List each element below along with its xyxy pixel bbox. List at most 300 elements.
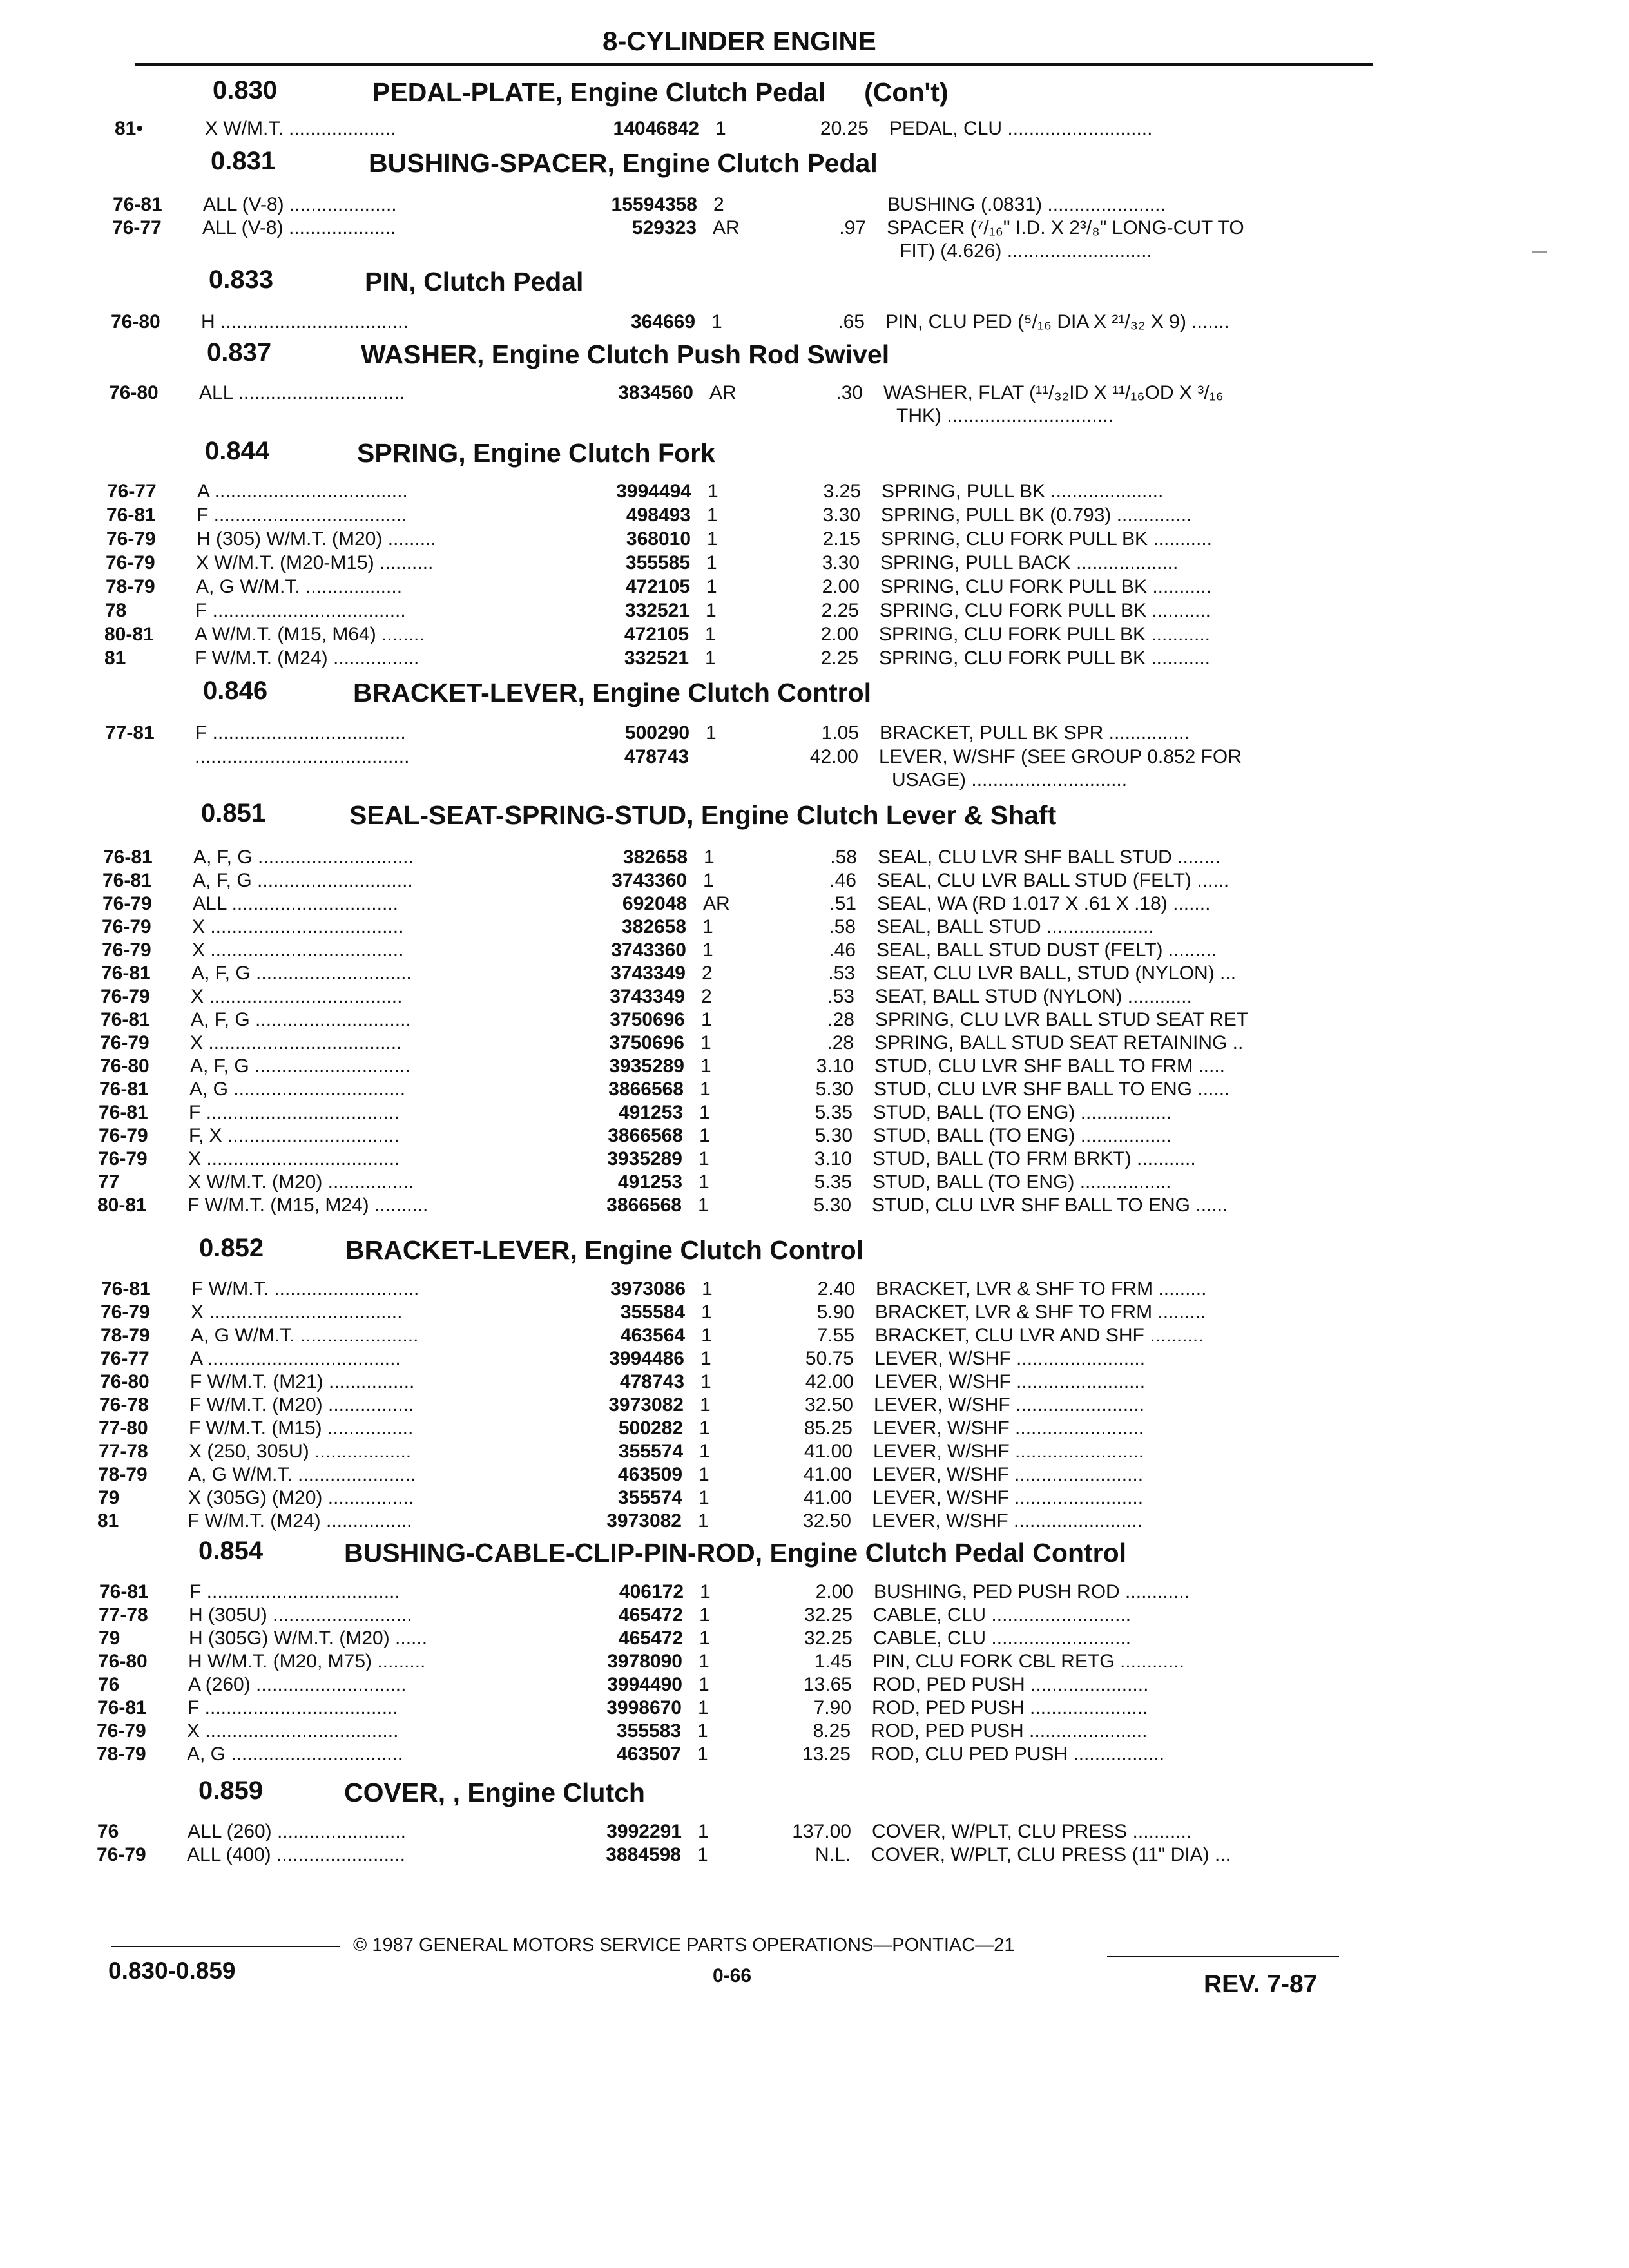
part-number: 3978090 [607,1651,682,1672]
application: X .................................... [190,1032,402,1053]
parts-row [0,1486,1629,1511]
quantity: 1 [699,1604,710,1626]
parts-row [0,962,1629,986]
description: ROD, PED PUSH ...................... [872,1697,1148,1718]
price: 85.25 [804,1418,853,1439]
application: F W/M.T. (M15) ................ [189,1418,414,1439]
price: 2.00 [822,576,860,597]
parts-row [0,722,1629,746]
part-number: 3834560 [618,382,693,403]
model-year: 76-79 [102,916,151,937]
section-number: 0.831 [211,147,276,175]
model-year: 76-81 [97,1697,147,1718]
application: X .................................... [188,1148,400,1169]
part-number: 3866568 [608,1125,683,1146]
part-number: 3743360 [612,870,687,891]
section-title [372,77,949,108]
application: A, G W/M.T. .................. [196,576,403,597]
quantity: 1 [702,939,713,961]
model-year: 77-78 [99,1604,148,1626]
description: LEVER, W/SHF ........................ [873,1441,1144,1462]
part-number: 463509 [617,1464,682,1485]
quantity: 1 [700,1079,711,1100]
model-year: 76-79 [102,893,152,914]
application: H W/M.T. (M20, M75) ......... [188,1651,426,1672]
parts-row [0,846,1629,870]
section-continued-label: (Con't) [864,77,949,107]
part-number: 3866568 [606,1195,682,1216]
section-number: 0.846 [203,677,268,705]
parts-row [0,1278,1629,1302]
parts-row [0,939,1629,963]
model-year: 76-81 [99,1079,149,1100]
description: COVER, W/PLT, CLU PRESS ........... [872,1821,1192,1842]
parts-row [0,985,1629,1010]
part-number: 472105 [625,576,690,597]
model-year: 76-80 [100,1055,149,1077]
application: A, G ................................ [189,1079,406,1100]
model-year: 76-81 [113,194,162,215]
quantity: 1 [698,1195,709,1216]
quantity: 1 [705,648,716,669]
quantity: 1 [697,1744,708,1765]
part-number: 14046842 [613,118,699,139]
parts-row [0,381,1629,406]
price: 32.50 [804,1394,853,1416]
application: A, F, G ............................. [190,1055,410,1077]
part-number: 355574 [617,1487,682,1508]
parts-row [0,1055,1629,1079]
model-year: 77-81 [105,722,155,744]
part-number: 406172 [619,1581,684,1602]
parts-row [0,552,1629,576]
model-year: 81 [97,1510,119,1532]
quantity: 1 [700,1032,711,1053]
price: 13.65 [803,1674,852,1695]
footer-group-range: 0.830-0.859 [108,1957,236,1984]
quantity: 1 [699,1464,709,1485]
parts-row [0,504,1629,528]
quantity: 1 [700,1394,711,1416]
price: 5.35 [814,1171,852,1193]
footer-copyright: © 1987 GENERAL MOTORS SERVICE PARTS OPERATIONS—PONTIAC—21 [353,1935,1015,1956]
parts-row [0,1720,1629,1744]
price: .46 [829,870,856,891]
description: COVER, W/PLT, CLU PRESS (11" DIA) ... [871,1844,1231,1865]
part-number: 15594358 [611,194,697,215]
part-number: 3992291 [606,1821,682,1842]
price: .30 [836,382,863,403]
application: X .................................... [192,939,404,961]
section-title [361,340,889,370]
price: 2.00 [815,1581,853,1602]
application: ALL (V-8) .................... [203,194,397,215]
quantity: 1 [705,624,716,645]
description: PIN, CLU FORK CBL RETG ............ [872,1651,1184,1672]
model-year: 76-79 [100,1032,149,1053]
quantity: 1 [706,552,717,573]
price: 41.00 [803,1487,852,1508]
application: A, F, G ............................. [193,870,413,891]
description: STUD, BALL (TO FRM BRKT) ........... [872,1148,1196,1169]
parts-row [0,1463,1629,1488]
price: 5.30 [815,1125,853,1146]
model-year: 76-77 [107,481,157,502]
application: ALL (V-8) .................... [202,217,396,238]
parts-row [0,1417,1629,1441]
application: A W/M.T. (M15, M64) ........ [195,624,425,645]
section-number: 0.854 [198,1537,264,1565]
model-year: 81• [115,118,143,139]
parts-row [0,1627,1629,1651]
description: PEDAL, CLU ........................... [889,118,1153,139]
part-number: 332521 [624,600,689,621]
part-number: 3743360 [611,939,686,961]
description: SEAL, CLU LVR BALL STUD (FELT) ...... [877,870,1229,891]
model-year: 78-79 [97,1744,146,1765]
section-number: 0.851 [201,799,266,827]
parts-row [0,1440,1629,1465]
price: 5.30 [815,1079,853,1100]
parts-row [0,1743,1629,1767]
quantity: 1 [697,1720,708,1742]
part-number: 491253 [618,1102,683,1123]
part-number: 3935289 [607,1148,682,1169]
price: 137.00 [792,1821,851,1842]
parts-row [0,1101,1629,1126]
price: .97 [839,217,866,238]
application: A, F, G ............................. [193,847,414,868]
application: F .................................... [189,1581,400,1602]
description: SPACER (⁷/₁₆" I.D. X 2³/₈" LONG-CUT TO [887,217,1244,238]
model-year: 78-79 [101,1325,150,1346]
description-continued: FIT) (4.626) ........................... [900,240,1152,262]
price: 1.05 [821,722,859,744]
application: F W/M.T. (M15, M24) .......... [188,1195,429,1216]
description: BRACKET, PULL BK SPR ............... [880,722,1190,744]
parts-row [0,1510,1629,1534]
description: LEVER, W/SHF ........................ [872,1464,1144,1485]
part-number: 529323 [631,217,697,238]
part-number: 498493 [626,505,691,526]
parts-row [0,599,1629,624]
quantity: 1 [699,1674,709,1695]
quantity: 1 [699,1148,709,1169]
quantity: 1 [699,1418,710,1439]
description: SEAT, BALL STUD (NYLON) ............ [875,986,1192,1007]
application: F, X ................................ [189,1125,400,1146]
price: 42.00 [805,1371,854,1392]
price: 5.35 [815,1102,853,1123]
application: A .................................... [197,481,408,502]
parts-row [0,1078,1629,1102]
part-number: 478743 [624,746,689,767]
application: ALL ............................... [199,382,405,403]
price: 32.50 [802,1510,851,1532]
quantity: AR [703,893,730,914]
quantity: 1 [707,528,718,550]
description: PIN, CLU PED (⁵/₁₆ DIA X ²¹/₃₂ X 9) ....... [885,311,1229,332]
price: N.L. [815,1844,851,1865]
model-year: 77-78 [99,1441,148,1462]
description: CABLE, CLU .......................... [873,1628,1132,1649]
description: SPRING, PULL BK (0.793) .............. [881,505,1192,526]
application: F .................................... [188,1697,398,1718]
model-year: 76-79 [97,1720,146,1742]
description: BUSHING, PED PUSH ROD ............ [874,1581,1190,1602]
section-title [345,1235,863,1265]
description-continued: USAGE) ............................. [892,769,1128,791]
price: 2.40 [817,1278,855,1300]
description: LEVER, W/SHF ........................ [873,1418,1144,1439]
model-year: 76-79 [102,939,151,961]
description: BRACKET, CLU LVR AND SHF .......... [875,1325,1204,1346]
model-year: 76-80 [100,1371,149,1392]
quantity: 1 [697,1844,708,1865]
model-year: 76-81 [106,505,156,526]
price: 50.75 [805,1348,854,1369]
quantity: 1 [699,1628,710,1649]
quantity: 1 [702,916,713,937]
model-year: 76-78 [99,1394,149,1416]
quantity: 1 [698,1510,709,1532]
price: 1.45 [814,1651,852,1672]
description: STUD, BALL (TO ENG) ................. [873,1125,1172,1146]
price: 5.90 [816,1302,854,1323]
part-number: 3884598 [606,1844,681,1865]
section-title [349,800,1056,831]
quantity: 1 [700,1581,711,1602]
quantity: 1 [699,1125,710,1146]
application: F W/M.T. (M21) ................ [190,1371,415,1392]
quantity: 1 [700,1055,711,1077]
parts-row [0,1696,1629,1721]
application: A, F, G ............................. [191,963,412,984]
section-title-text: WASHER, Engine Clutch Push Rod Swivel [361,340,890,369]
quantity: AR [709,382,737,403]
edge-mark [1532,251,1547,253]
section-number: 0.852 [199,1234,264,1262]
footer-rule-right [1107,1956,1339,1957]
application: A (260) ............................ [188,1674,407,1695]
part-number: 382658 [622,847,688,868]
part-number: 463507 [616,1744,681,1765]
application: F .................................... [195,600,406,621]
parts-row [0,1604,1629,1628]
price: 3.10 [816,1055,854,1077]
model-year: 81 [104,648,126,669]
price: 2.00 [820,624,858,645]
description: LEVER, W/SHF ........................ [874,1348,1146,1369]
model-year: 76-81 [101,963,151,984]
quantity: 1 [699,1651,709,1672]
parts-row [0,1324,1629,1349]
parts-row [0,1650,1629,1675]
section-number: 0.844 [205,437,270,465]
parts-row [0,1124,1629,1149]
parts-row [0,916,1629,940]
description: LEVER, W/SHF ........................ [872,1487,1144,1508]
part-number: 355583 [616,1720,681,1742]
model-year: 76-81 [103,847,153,868]
part-number: 472105 [624,624,689,645]
section-title-text: SPRING, Engine Clutch Fork [357,438,715,468]
parts-row [0,1673,1629,1698]
description: LEVER, W/SHF ........................ [872,1510,1143,1532]
model-year: 76-81 [99,1581,149,1602]
quantity: 1 [699,1171,709,1193]
section-title [357,438,715,468]
quantity: 1 [700,1371,711,1392]
model-year: 76-80 [111,311,160,332]
quantity: 2 [702,963,713,984]
application: ALL (400) ........................ [187,1844,406,1865]
part-number: 3935289 [609,1055,684,1077]
parts-row [0,745,1629,770]
application: F .................................... [189,1102,400,1123]
price: .46 [829,939,856,961]
parts-row [0,869,1629,894]
part-number: 3743349 [610,963,686,984]
price: 41.00 [804,1441,853,1462]
parts-row [0,1370,1629,1395]
section-number: 0.859 [198,1776,264,1805]
description: CABLE, CLU .......................... [873,1604,1132,1626]
description: SEAL, CLU LVR SHF BALL STUD ........ [878,847,1220,868]
part-number: 332521 [624,648,689,669]
model-year: 76 [98,1674,120,1695]
price: 2.25 [820,648,858,669]
description: LEVER, W/SHF ........................ [874,1371,1146,1392]
quantity: 1 [699,1441,710,1462]
quantity: 1 [700,1348,711,1369]
application: A, G ................................ [187,1744,403,1765]
application: F W/M.T. (M20) ................ [189,1394,414,1416]
part-number: 500290 [624,722,689,744]
description: WASHER, FLAT (¹¹/₃₂ID X ¹¹/₁₆OD X ³/₁₆ [883,382,1224,403]
quantity: 1 [701,1325,712,1346]
price: 7.90 [813,1697,851,1718]
application: ........................................ [195,746,410,767]
section-title [365,267,583,297]
application: X .................................... [187,1720,399,1742]
parts-row [0,528,1629,552]
model-year: 76-79 [99,1125,148,1146]
application: F W/M.T. (M24) ................ [188,1510,412,1532]
quantity: 1 [699,1487,709,1508]
quantity: 1 [707,505,718,526]
quantity: 1 [708,481,718,502]
price: .58 [829,916,856,937]
description: BRACKET, LVR & SHF TO FRM ......... [875,1302,1206,1323]
parts-row [0,1843,1629,1868]
price: 3.30 [822,552,860,573]
application: X W/M.T. .................... [205,118,396,139]
application: X W/M.T. (M20-M15) .......... [196,552,434,573]
header-rule [135,63,1373,66]
price: 7.55 [816,1325,854,1346]
price: 3.10 [814,1148,852,1169]
description: STUD, CLU LVR SHF BALL TO ENG ...... [874,1079,1230,1100]
quantity: 2 [713,194,724,215]
parts-row [0,1194,1629,1218]
application: X W/M.T. (M20) ................ [188,1171,414,1193]
model-year: 76 [97,1821,119,1842]
footer-revision: REV. 7-87 [1204,1970,1318,1998]
part-number: 355574 [618,1441,683,1462]
description: STUD, BALL (TO ENG) ................. [872,1171,1171,1193]
model-year: 76-79 [106,552,155,573]
section-title [369,148,878,178]
part-number: 478743 [619,1371,684,1392]
model-year: 76-77 [112,217,162,238]
model-year: 76-81 [102,870,152,891]
model-year: 78 [105,600,127,621]
description: SPRING, CLU FORK PULL BK ........... [880,576,1212,597]
part-number: 382658 [621,916,686,937]
parts-row [0,1301,1629,1325]
quantity: 1 [706,600,717,621]
description: SPRING, CLU FORK PULL BK ........... [879,624,1211,645]
application: ALL (260) ........................ [188,1821,407,1842]
price: 32.25 [804,1604,853,1626]
section-title [353,678,871,708]
description: BUSHING (.0831) ...................... [887,194,1166,215]
part-number: 3994490 [607,1674,682,1695]
model-year: 76-79 [106,528,156,550]
quantity: 1 [701,1302,712,1323]
parts-row [0,1394,1629,1418]
description: SPRING, CLU LVR BALL STUD SEAT RET [875,1009,1249,1030]
application: X (305G) (M20) ................ [188,1487,414,1508]
application: A .................................... [190,1348,401,1369]
description: SEAL, BALL STUD DUST (FELT) ......... [876,939,1217,961]
application: F W/M.T. ........................... [191,1278,419,1300]
page-header-title: 8-CYLINDER ENGINE [602,26,876,56]
description: SPRING, BALL STUD SEAT RETAINING .. [874,1032,1244,1053]
section-title-text: PEDAL-PLATE, Engine Clutch Pedal [372,77,826,107]
parts-row [0,1581,1629,1605]
price: 3.30 [822,505,860,526]
section-title-text: BUSHING-SPACER, Engine Clutch Pedal [369,148,878,178]
section-title-text: COVER, , Engine Clutch [344,1778,645,1807]
model-year: 78-79 [98,1464,148,1485]
parts-row [0,117,1629,142]
price: 32.25 [804,1628,853,1649]
description: ROD, PED PUSH ...................... [871,1720,1148,1742]
section-title-text: BRACKET-LEVER, Engine Clutch Control [353,678,872,707]
description: ROD, PED PUSH ...................... [872,1674,1149,1695]
price: .28 [827,1032,854,1053]
parts-row [0,575,1629,600]
parts-row [0,193,1629,218]
quantity: 1 [701,1009,712,1030]
application: X .................................... [191,1302,403,1323]
quantity: 1 [699,1102,710,1123]
model-year: 77 [98,1171,120,1193]
application: X .................................... [191,986,403,1007]
footer-rule-left [111,1946,340,1947]
parts-row [0,1171,1629,1195]
part-number: 3994494 [616,481,691,502]
part-number: 491253 [617,1171,682,1193]
price: 5.30 [813,1195,851,1216]
price: 20.25 [820,118,869,139]
section-title-text: PIN, Clutch Pedal [365,267,584,296]
description: SPRING, PULL BK ..................... [882,481,1164,502]
parts-row [0,892,1629,917]
description: SEAT, CLU LVR BALL, STUD (NYLON) ... [876,963,1237,984]
